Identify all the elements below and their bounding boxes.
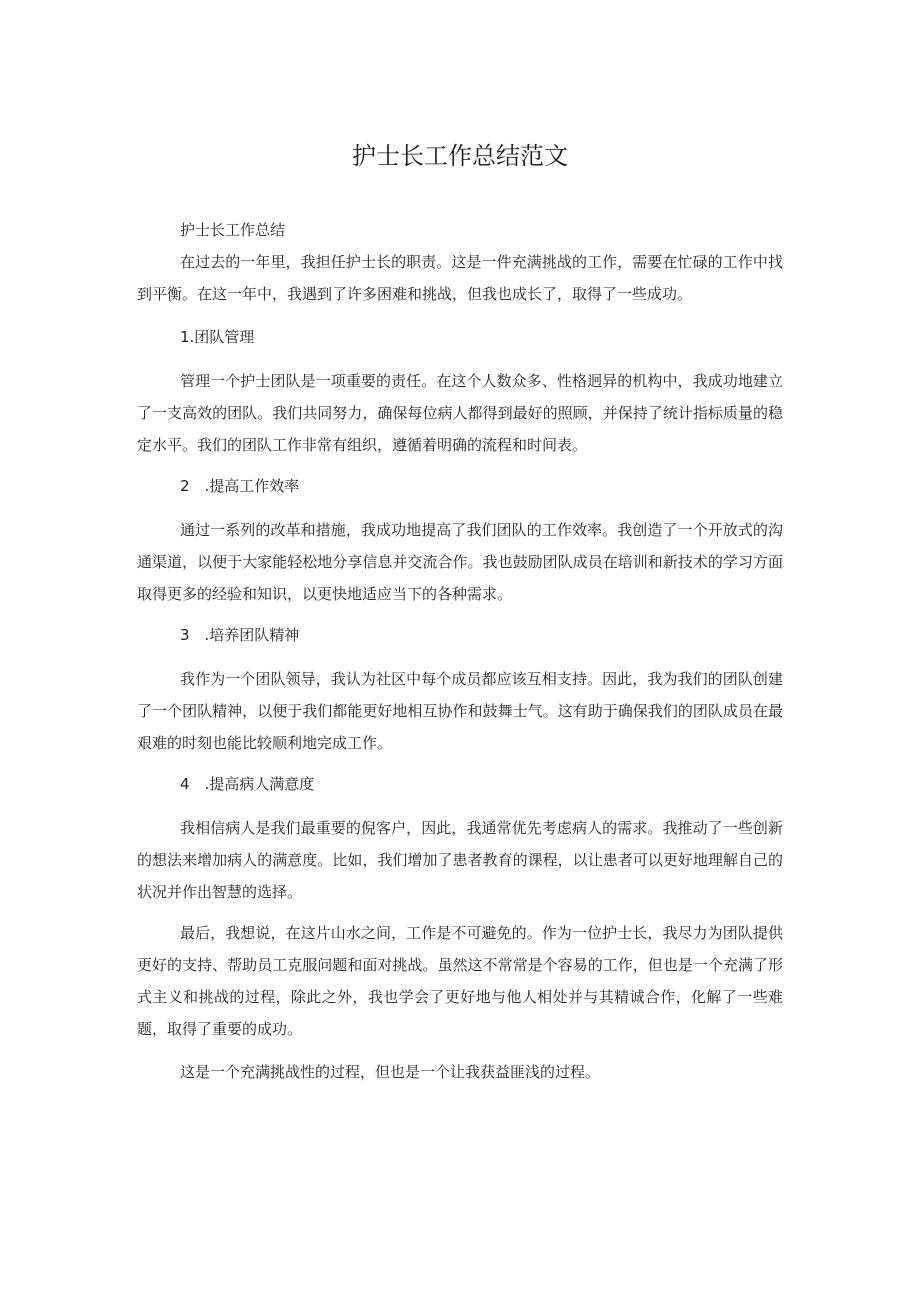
section-body-2: 通过一系列的改革和措施，我成功地提高了我们团队的工作效率。我创造了一个开放式的沟通渠道，以便于大家能轻松地分享信息并交流合作。我也鼓励团队成员在培训和新技术的学习方面取得更多的经验和知识，以更快地适应当下的各种需求。 [137, 521, 783, 603]
section-body-4: 我相信病人是我们最重要的倪客户，因此，我通常优先考虑病人的需求。我推动了一些创新的想法来增加病人的满意度。比如，我们增加了患者教育的课程，以让患者可以更好地理解自己的状况并作出智慧的选择。 [137, 819, 783, 901]
section-body-1: 管理一个护士团队是一项重要的责任。在这个人数众多、性格迥异的机构中，我成功地建立了一支高效的团队。我们共同努力，确保每位病人都得到最好的照顾，并保持了统计指标质量的稳定水平。我们的团队工作非常有组织，遵循着明确的流程和时间表。 [137, 372, 783, 454]
section-heading-2: 2 .提高工作效率 [180, 477, 300, 495]
conclusion-paragraph: 最后，我想说，在这片山水之间，工作是不可避免的。作为一位护士长，我尽力为团队提供更好的支持、帮助员工克服问题和面对挑战。虽然这不常常是个容易的工作，但也是一个充满了形式主义和挑战的过程，除此之外，我也学会了更好地与他人相处并与其精诚合作，化解了一些难题，取得了重要的成功。 [137, 924, 783, 1038]
document-body [137, 214, 783, 1088]
section-body-3: 我作为一个团队领导，我认为社区中每个成员都应该互相支持。因此，我为我们的团队创建了一个团队精神，以便于我们都能更好地相互协作和鼓舞士气。这有助于确保我们的团队成员在最艰难的时刻也能比较顺利地完成工作。 [137, 670, 783, 752]
section-heading-4: 4 .提高病人满意度 [180, 775, 315, 793]
section-heading-1: 1.团队管理 [180, 328, 255, 346]
document-title: 护士长工作总结范文 [352, 142, 568, 170]
closing-paragraph: 这是一个充满挑战性的过程，但也是一个让我获益匪浅的过程。 [180, 1063, 601, 1081]
intro-paragraph: 在过去的一年里，我担任护士长的职责。这是一件充满挑战的工作，需要在忙碌的工作中找到平衡。在这一年中，我遇到了许多困难和挑战，但我也成长了，取得了一些成功。 [137, 253, 783, 303]
document-subtitle: 护士长工作总结 [180, 221, 286, 239]
section-heading-3: 3 .培养团队精神 [180, 626, 300, 644]
